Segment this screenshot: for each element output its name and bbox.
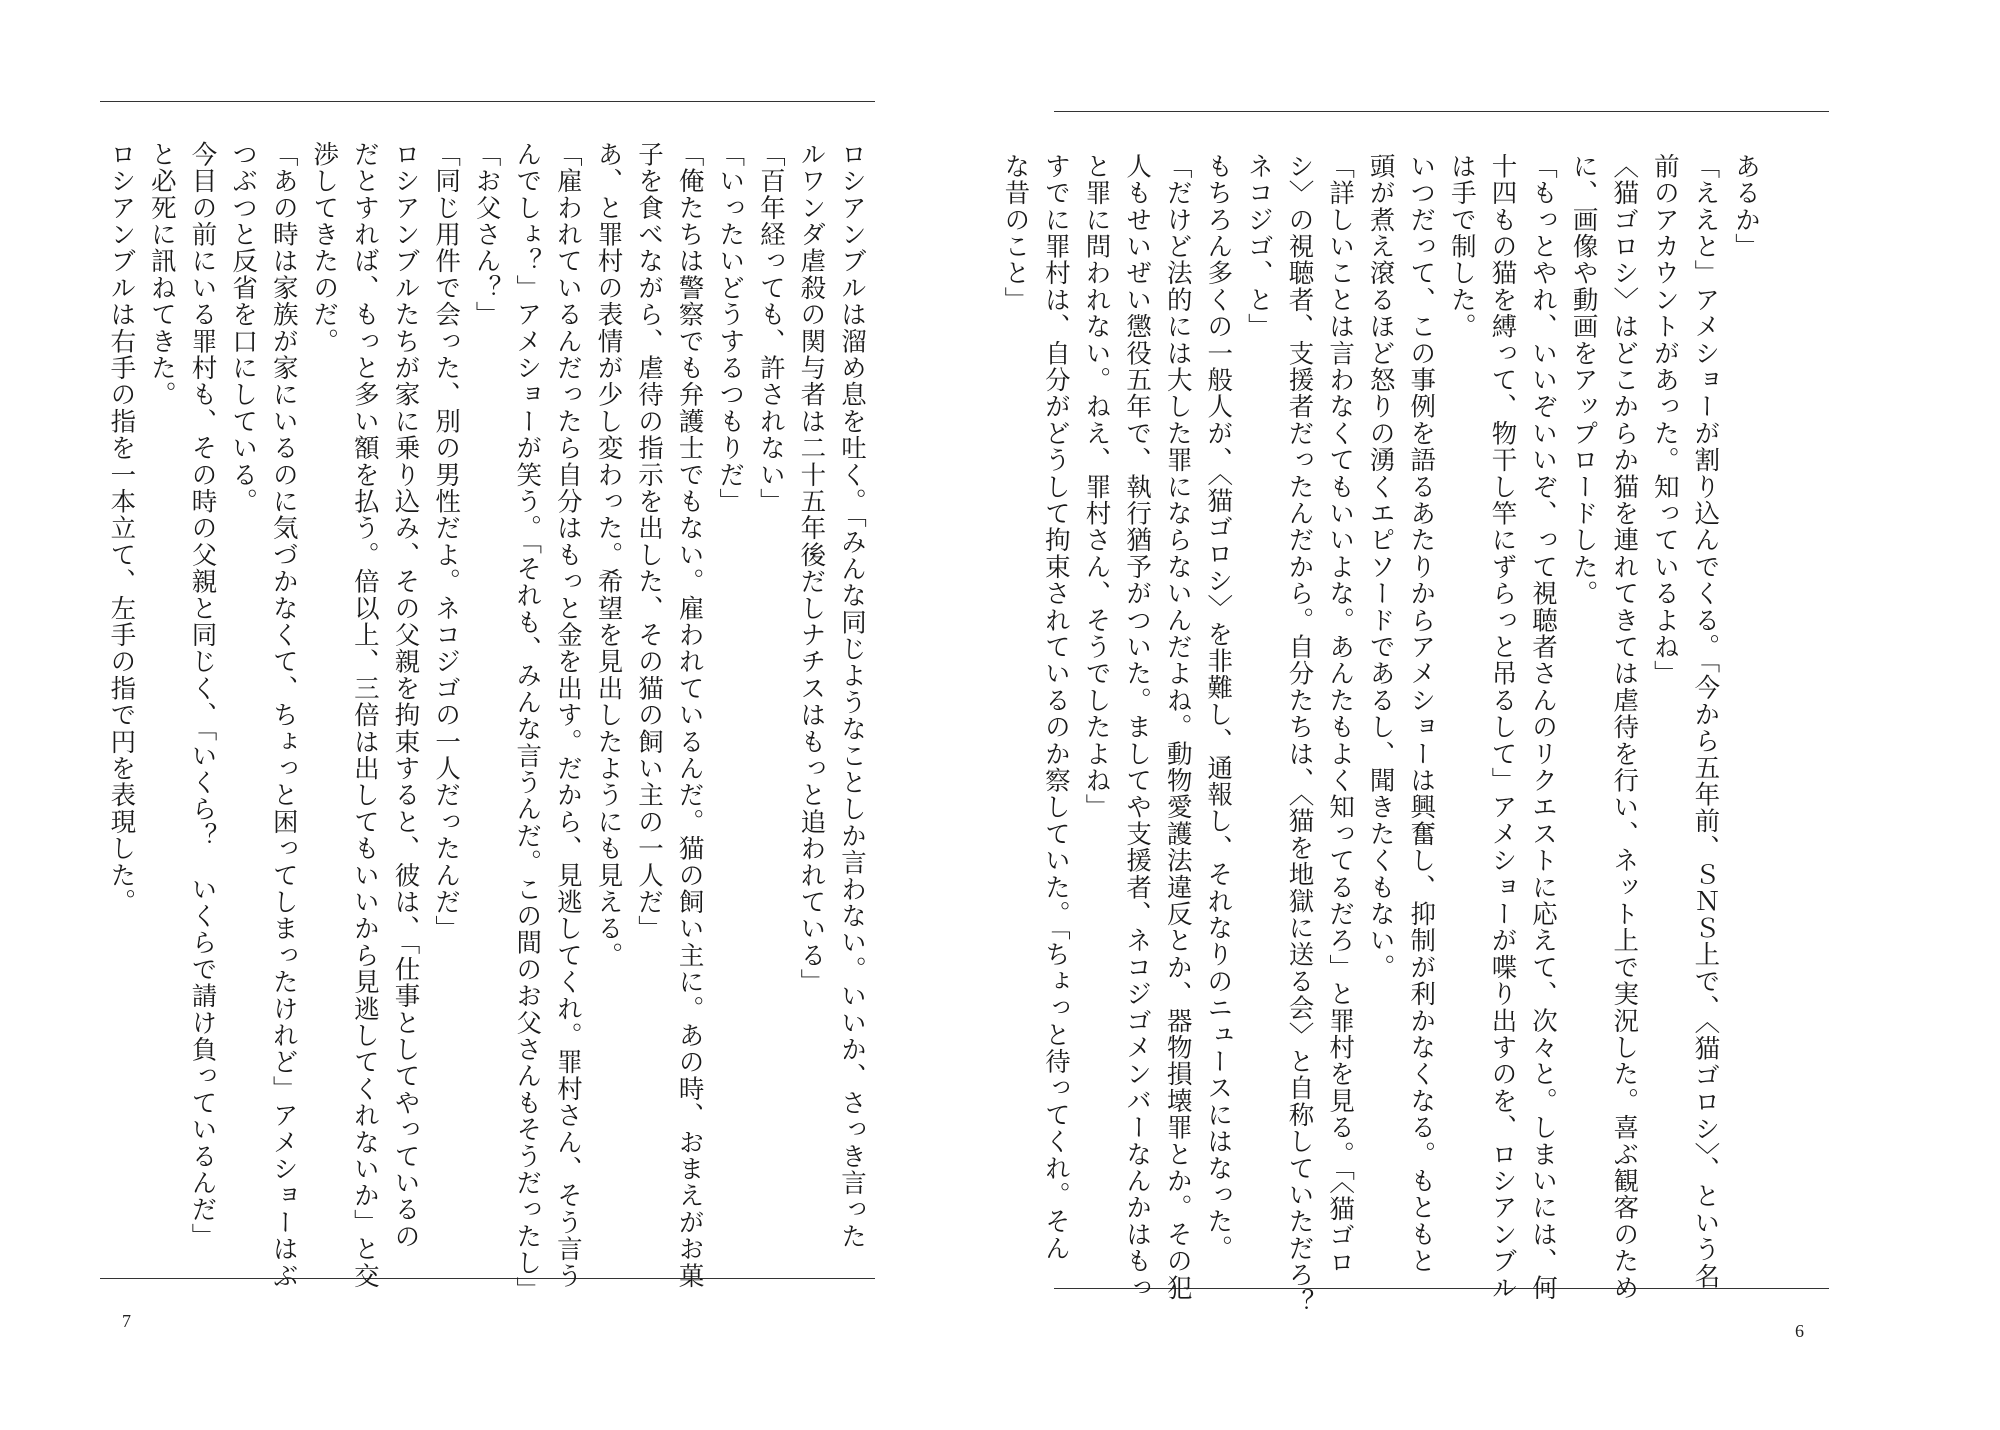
- left-page-body: [106, 141, 872, 1304]
- text-line: 「ええと」アメショーが割り込んでくる。「今から五年前、ＳＮＳ上で、〈猫ゴロシ〉、という名: [1690, 153, 1721, 1290]
- text-line: に、画像や動画をアップロードした。: [1568, 153, 1599, 607]
- text-line: 十四もの猫を縛って、物干し竿にずらっと吊るして」アメショーが喋り出すのを、ロシアンブル: [1487, 153, 1518, 1302]
- text-line: 渉してきたのだ。: [309, 141, 340, 355]
- text-line: ネコジゴ、と」: [1243, 153, 1274, 340]
- text-line: 「雇われているんだったら自分はもっと金を出す。だから、見逃してくれ。罪村さん、そう言う: [552, 141, 583, 1290]
- text-line: シ〉の視聴者、支援者だったんだから。自分たちは、〈猫を地獄に送る会〉と自称していただろ？: [1284, 153, 1315, 1316]
- left-bottom-rule: [100, 1278, 875, 1279]
- text-line: 子を食べながら、虐待の指示を出した、その猫の飼い主の一人だ」: [634, 141, 665, 942]
- text-line: 「お父さん？」: [471, 141, 502, 328]
- text-line: 「俺たちは警察でも弁護士でもない。雇われているんだ。猫の飼い主に。あの時、おまえがお菓: [674, 141, 705, 1290]
- text-line: 〈猫ゴロシ〉はどこからか猫を連れてきては虐待を行い、ネット上で実況した。喜ぶ観客のため: [1609, 153, 1640, 1302]
- text-line: ロシアンブルたちが家に乗り込み、その父親を拘束すると、彼は、「仕事としてやっているの: [390, 141, 421, 1250]
- text-line: あ、と罪村の表情が少し変わった。希望を見出したようにも見える。: [593, 141, 624, 969]
- text-line: 「いったいどうするつもりだ」: [715, 141, 746, 515]
- text-line: は手で制した。: [1446, 153, 1477, 340]
- right-page-body: [1000, 153, 1766, 1316]
- text-line: な昔のこと」: [1000, 153, 1031, 314]
- text-line: だとすれば、もっと多い額を払う。倍以上、三倍は出してもいいから見逃してくれないか」と交: [349, 141, 380, 1290]
- text-line: 人もせいぜい懲役五年で、執行猶予がついた。ましてや支援者、ネコジゴメンバーなんかはもっ: [1122, 153, 1153, 1302]
- text-line: 「もっとやれ、いいぞいいぞ、って視聴者さんのリクエストに応えて、次々と。しまいには、何: [1528, 153, 1559, 1302]
- right-top-rule: [1054, 111, 1829, 112]
- text-line: と罪に問われない。ねえ、罪村さん、そうでしたよね」: [1081, 153, 1112, 821]
- text-line: 前のアカウントがあった。知っているよね」: [1649, 153, 1680, 687]
- text-line: 「百年経っても、許されない」: [755, 141, 786, 515]
- text-line: もちろん多くの一般人が、〈猫ゴロシ〉を非難し、通報し、それなりのニュースにはなった。: [1203, 153, 1234, 1262]
- text-line: んでしょ？」アメショーが笑う。「それも、みんな言うんだ。この間のお父さんもそうだったし」: [512, 141, 543, 1304]
- text-line: 今目の前にいる罪村も、その時の父親と同じく、「いくら？ いくらで請け負っているんだ」: [187, 141, 218, 1250]
- left-top-rule: [100, 101, 875, 102]
- left-page-number: 7: [122, 1311, 131, 1331]
- text-line: ルワンダ虐殺の関与者は二十五年後だしナチスはもっと追われている」: [796, 141, 827, 996]
- text-line: いつだって、この事例を語るあたりからアメショーは興奮し、抑制が利かなくなる。もともと: [1406, 153, 1437, 1275]
- text-line: すでに罪村は、自分がどうして拘束されているのか察していた。「ちょっと待ってくれ。そん: [1040, 153, 1071, 1262]
- text-line: 「だけど法的には大した罪にならないんだよね。動物愛護法違反とか、器物損壊罪とか。その犯: [1162, 153, 1193, 1302]
- text-line: 頭が煮え滾るほど怒りの湧くエピソードであるし、聞きたくもない。: [1365, 153, 1396, 981]
- text-line: 「あの時は家族が家にいるのに気づかなくて、ちょっと困ってしまったけれど」アメショーはぶ: [268, 141, 299, 1290]
- text-line: と必死に訊ねてきた。: [146, 141, 177, 408]
- text-line: 「詳しいことは言わなくてもいいよな。あんたもよく知ってるだろ」と罪村を見る。「〈猫ゴロ: [1325, 153, 1356, 1276]
- text-line: 「同じ用件で会った、別の男性だよ。ネコジゴの一人だったんだ」: [431, 141, 462, 942]
- text-line: ロシアンブルは右手の指を一本立て、左手の指で円を表現した。: [106, 141, 137, 916]
- right-page-number: 6: [1795, 1321, 1804, 1341]
- text-line: つぶつと反省を口にしている。: [228, 141, 259, 515]
- text-line: あるか」: [1731, 153, 1761, 260]
- text-line: ロシアンブルは溜め息を吐く。「みんな同じようなことしか言わない。いいか、さっき言った: [837, 141, 867, 1250]
